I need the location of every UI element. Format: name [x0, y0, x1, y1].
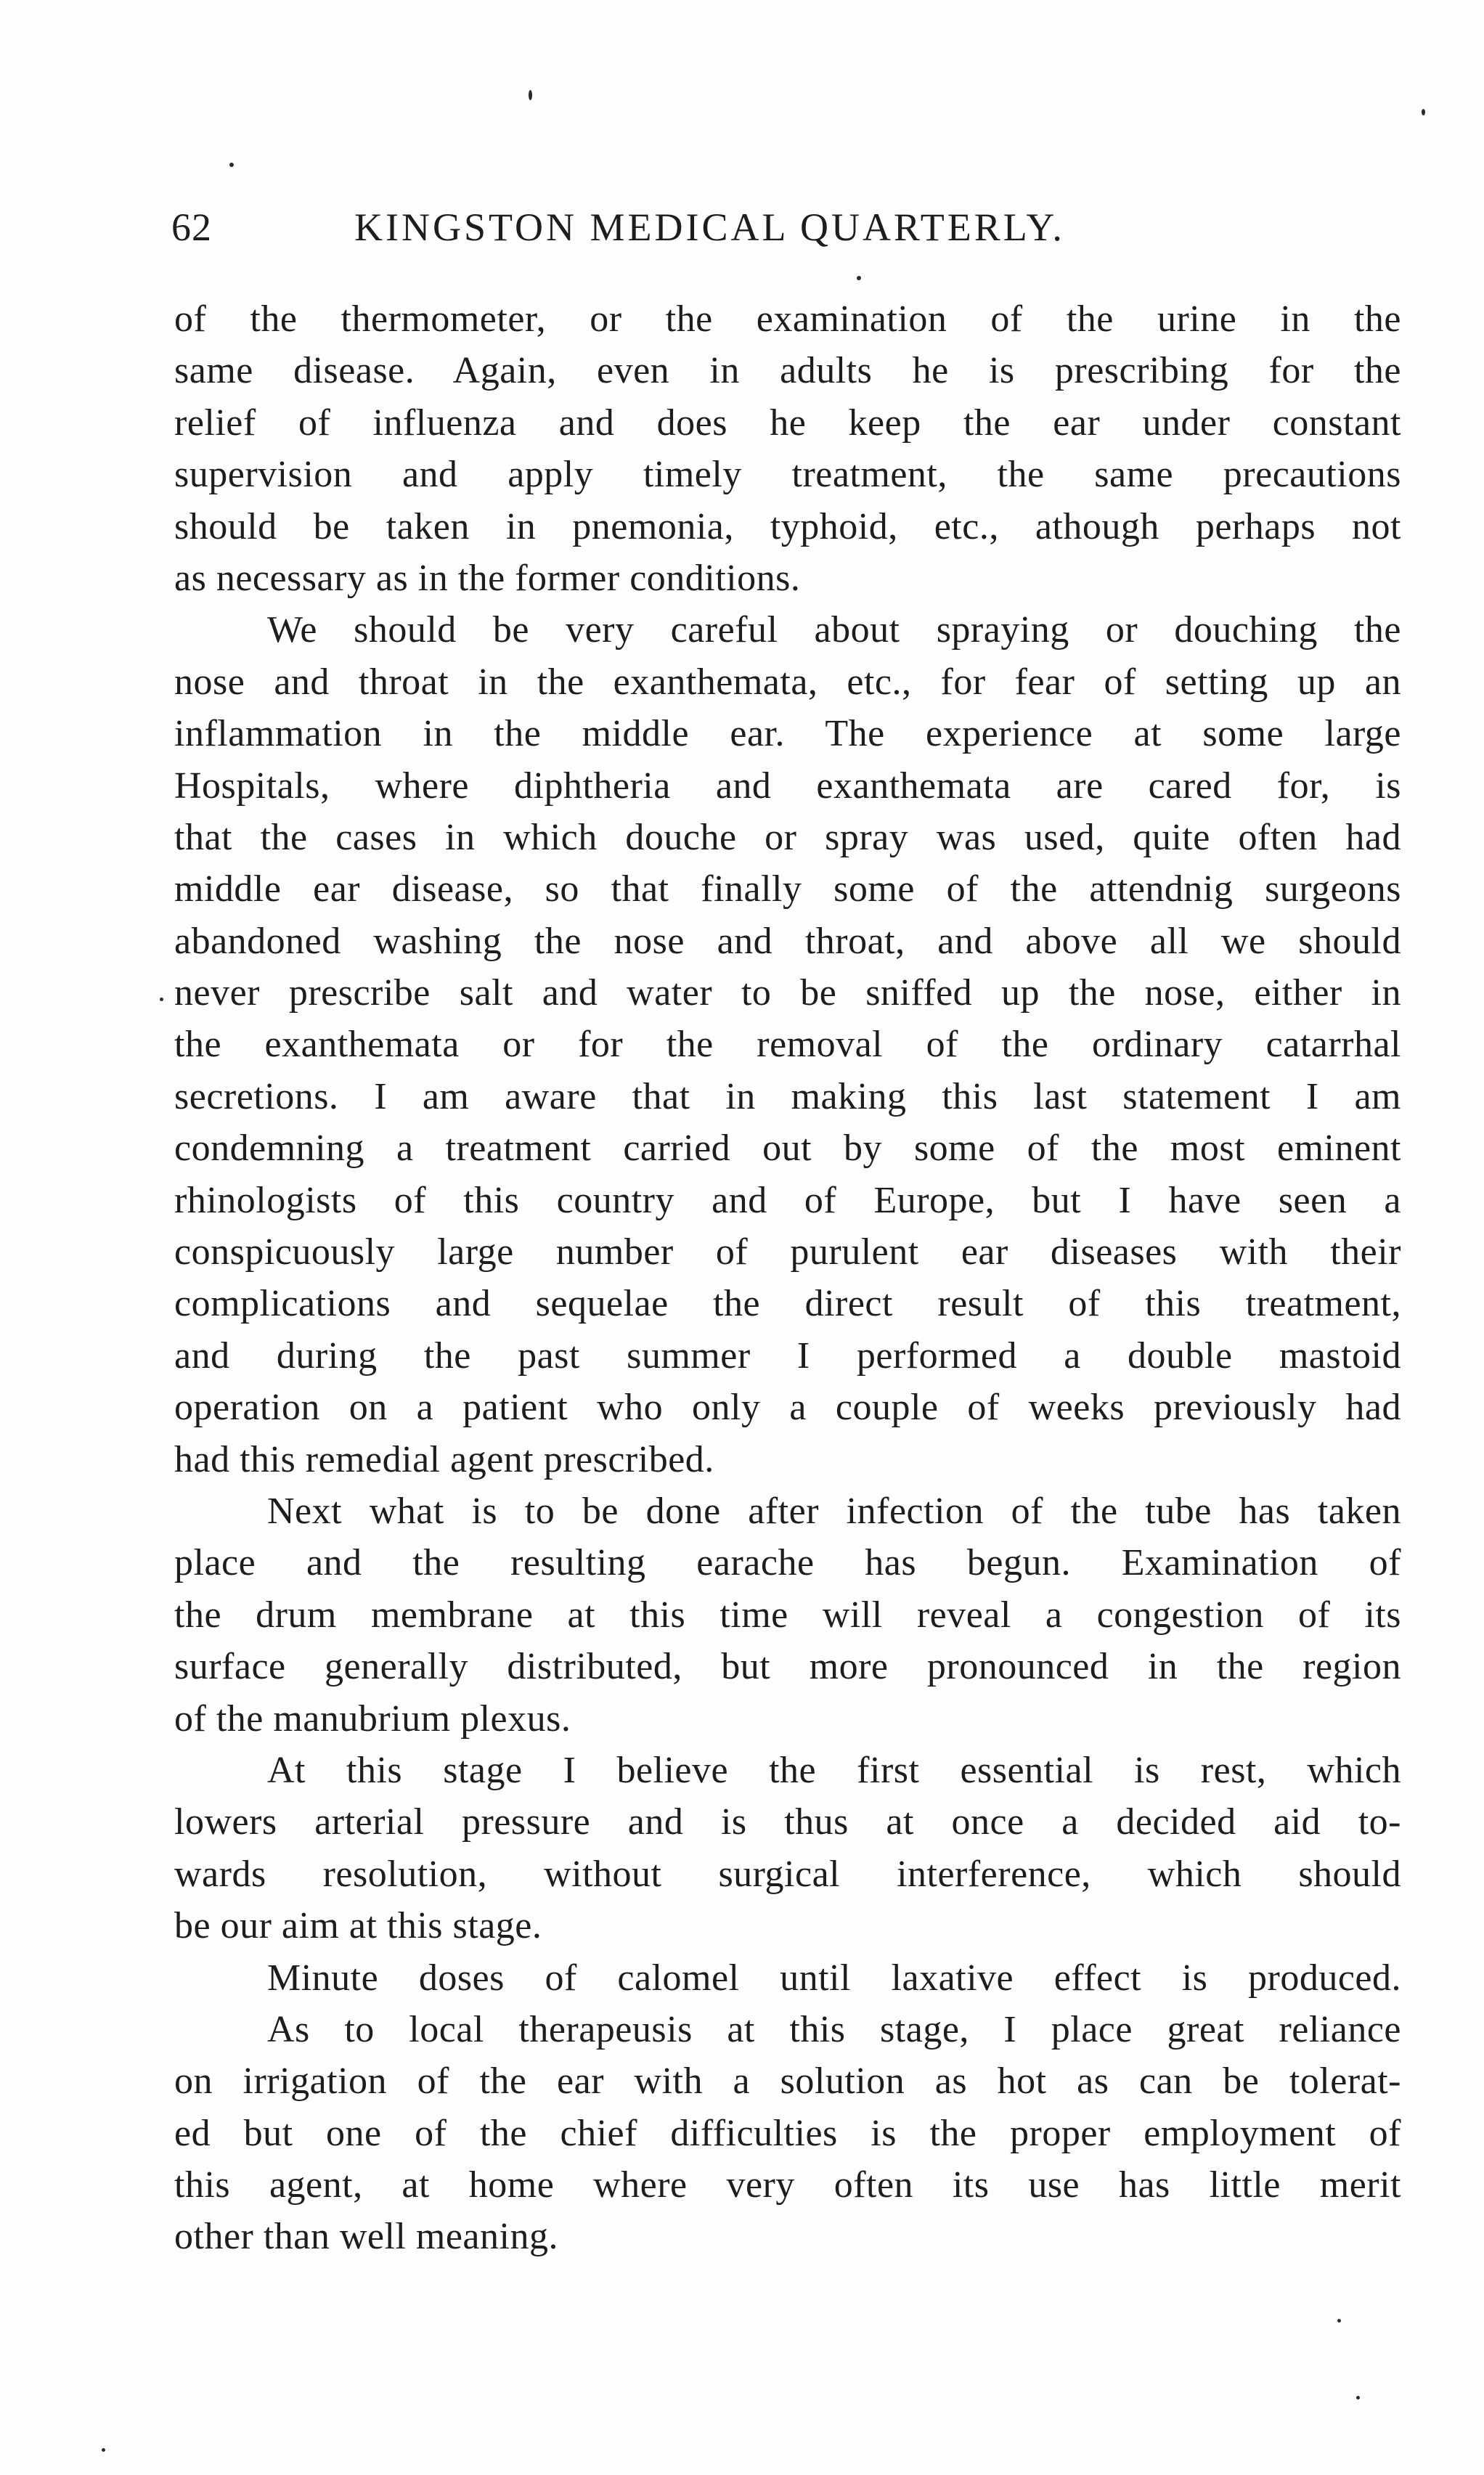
text-line: the drum membrane at this time will reveal a congestion of its	[174, 1594, 1401, 1636]
text-line: relief of influenza and does he keep the ear under constant	[174, 401, 1401, 444]
text-line: condemning a treatment carried out by some of the most eminent	[174, 1128, 1401, 1170]
text-line: lowers arterial pressure and is thus at once a decided aid to-	[174, 1801, 1401, 1843]
text-line: surface generally distributed, but more pronounced in the region	[174, 1646, 1401, 1688]
scan-speck	[1337, 2319, 1341, 2323]
text-line: on irrigation of the ear with a solution as hot as can be tolerat-	[174, 2060, 1401, 2103]
text-line: complications and sequelae the direct result of this treatment,	[174, 1283, 1401, 1325]
page-number: 62	[171, 205, 212, 249]
text-line: had this remedial agent prescribed.	[174, 1438, 714, 1480]
text-line: inflammation in the middle ear. The experience at some large	[174, 713, 1401, 755]
text-line: of the thermometer, or the examination of the urine in the	[174, 298, 1401, 340]
text-line: same disease. Again, even in adults he is prescribing for the	[174, 350, 1401, 392]
scan-speck	[1422, 109, 1425, 115]
text-line: As to local therapeusis at this stage, I place great reliance	[267, 2008, 1401, 2050]
text-line: abandoned washing the nose and throat, and above all we should	[174, 920, 1401, 962]
text-line: Hospitals, where diphtheria and exanthemata are cared for, is	[174, 764, 1401, 807]
body-text	[174, 293, 1401, 2263]
text-line: of the manubrium plexus.	[174, 1697, 571, 1740]
text-line: be our aim at this stage.	[174, 1905, 542, 1947]
text-line: rhinologists of this country and of Europe, but I have seen a	[174, 1179, 1401, 1221]
text-line: secretions. I am aware that in making this last statement I am	[174, 1075, 1401, 1117]
text-line: At this stage I believe the first essential is rest, which	[267, 1749, 1401, 1791]
scan-speck	[160, 998, 163, 1001]
scan-speck	[102, 2448, 105, 2452]
text-line: Minute doses of calomel until laxative effect is produced.	[267, 1957, 1401, 1999]
text-line: We should be very careful about spraying or douching the	[267, 609, 1401, 651]
text-line: and during the past summer I performed a double mastoid	[174, 1334, 1401, 1377]
running-head: KINGSTON MEDICAL QUARTERLY.	[354, 205, 1065, 249]
text-line: never prescribe salt and water to be sniffed up the nose, either in	[174, 972, 1401, 1014]
scan-speck	[1356, 2396, 1360, 2399]
text-line: nose and throat in the exanthemata, etc., for fear of setting up an	[174, 661, 1401, 703]
text-line: Next what is to be done after infection of the tube has taken	[267, 1490, 1401, 1532]
text-line: as necessary as in the former conditions.	[174, 557, 801, 599]
text-line: that the cases in which douche or spray was used, quite often had	[174, 816, 1401, 858]
text-line: place and the resulting earache has begun. Examination of	[174, 1542, 1401, 1584]
page-header	[171, 205, 1217, 263]
text-line: this agent, at home where very often its use has little merit	[174, 2164, 1401, 2206]
text-line: other than well meaning.	[174, 2216, 558, 2258]
text-line: ed but one of the chief difficulties is the proper employment of	[174, 2112, 1401, 2154]
scan-speck	[529, 90, 532, 100]
scan-speck	[229, 163, 234, 167]
text-line: wards resolution, without surgical interference, which should	[174, 1853, 1401, 1895]
text-line: middle ear disease, so that finally some of the attendnig surgeons	[174, 868, 1401, 910]
scan-speck	[857, 276, 861, 280]
text-line: operation on a patient who only a couple of weeks previously had	[174, 1387, 1401, 1429]
text-line: supervision and apply timely treatment, the same precautions	[174, 454, 1401, 496]
text-line: should be taken in pnemonia, typhoid, etc., athough perhaps not	[174, 505, 1401, 547]
text-line: the exanthemata or for the removal of the ordinary catarrhal	[174, 1024, 1401, 1066]
text-line: conspicuously large number of purulent ear diseases with their	[174, 1231, 1401, 1273]
